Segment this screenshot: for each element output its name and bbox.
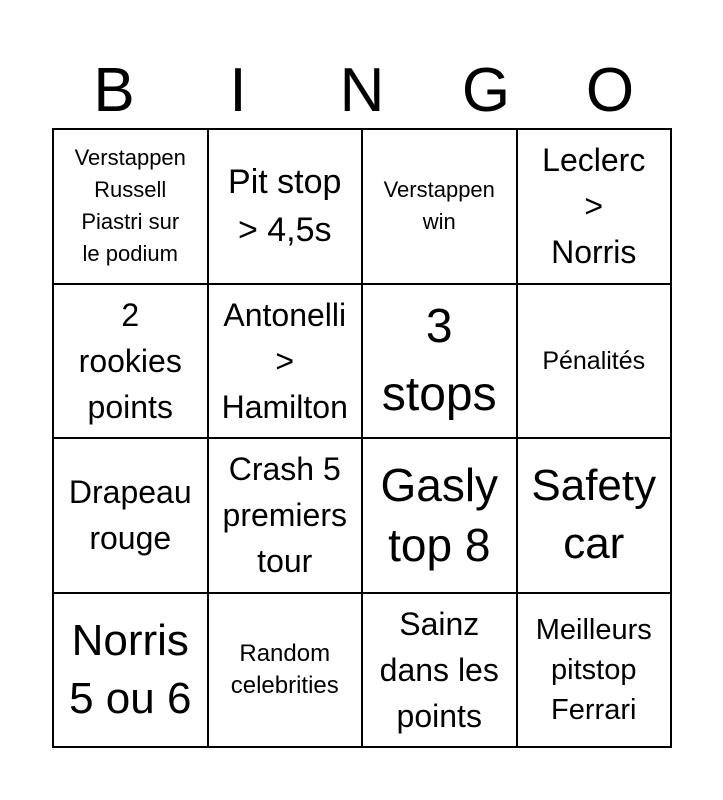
header-letter-g: G [461, 56, 511, 125]
bingo-header [52, 56, 672, 126]
bingo-cell-11[interactable]: Gasly top 8 [363, 439, 518, 594]
bingo-cell-5[interactable]: 2 rookies points [54, 285, 209, 440]
bingo-cell-9[interactable]: Drapeau rouge [54, 439, 209, 594]
bingo-cell-3[interactable]: Verstappen win [363, 130, 518, 285]
bingo-cell-10[interactable]: Crash 5 premiers tour [209, 439, 364, 594]
bingo-cell-6[interactable]: Antonelli > Hamilton [209, 285, 364, 440]
bingo-cell-14[interactable]: Random celebrities [209, 594, 364, 749]
bingo-cell-15[interactable]: Sainz dans les points [363, 594, 518, 749]
bingo-cell-16[interactable]: Meilleurs pitstop Ferrari [518, 594, 673, 749]
header-letter-i: I [229, 56, 247, 125]
bingo-cell-1[interactable]: Verstappen Russell Piastri sur le podium [54, 130, 209, 285]
bingo-cell-13[interactable]: Norris 5 ou 6 [54, 594, 209, 749]
bingo-cell-4[interactable]: Leclerc > Norris [518, 130, 673, 285]
header-letter-n: N [339, 56, 385, 125]
header-letter-b: B [93, 56, 135, 125]
bingo-cell-8[interactable]: Pénalités [518, 285, 673, 440]
bingo-cell-12[interactable]: Safety car [518, 439, 673, 594]
bingo-cell-2[interactable]: Pit stop > 4,5s [209, 130, 364, 285]
header-letter-o: O [585, 56, 635, 125]
bingo-cell-7[interactable]: 3 stops [363, 285, 518, 440]
bingo-board [52, 128, 672, 748]
